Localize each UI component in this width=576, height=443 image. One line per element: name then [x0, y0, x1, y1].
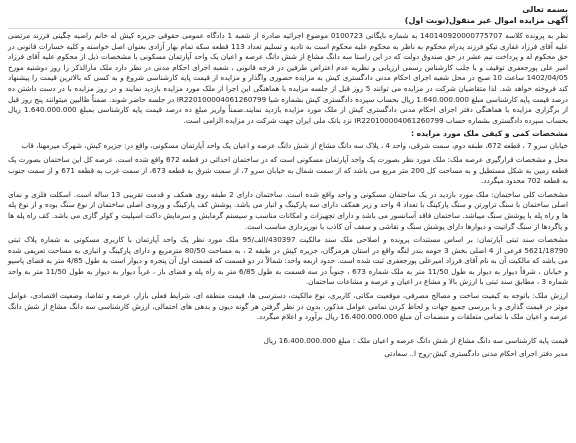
deed-paragraph: مشخصات سند ثبتی آپارتمان: بر اساس مستندات پرونده و اصلاحی ملک سند مالکیت 430397/الف/95 ملک مورد نظر یک واحد آپارتمان با کاربری مسکونی به شماره پلاک ثبتی 5621/18790 فرعی از 4 اصلی بخش 3 حومه بندر لنگه واقع در استان هرمزگان، جزیره کیش در طبقه 2 ، به مساحت 80/50 مترمربع و دارای پارکینگ و انباری به مساحت تعریفی شده می باشد که مالکیت آن به نام آقای فرزاد امیرعلی پورجعفری ثبت شده است. حدود اربعه واحد: شمالاً در دو قسمت که قسمت اول آن پنجره و دیوار است به طول 4/85 متر به فضای پاسیو و خیابان ، شرقاً دیوار به دیوار به طول 11/50 متر به ملک شماره 673 ، جنوباً در سه قسمت به طول 6/85 متر به راه پله و فضای باز ، غرباً دیوار به دیوار به طول 11/50 متر به واحد شماره 3 ، مطابق سند ثبتی با ارزش بالا و مشاع در اعیان و عرصه و مشاعات ساختمان.	[8, 235, 568, 287]
notice-header	[8, 4, 568, 26]
header-basmala: بسمه تعالی	[522, 5, 568, 14]
address-paragraph: خیابان سرو 7 ، قطعه 672، طبقه دوم، سمت شرقی، واحد 4 ، پلاک سه دانگ مشاع از شش دانگ عرصه و اعیان یک واحد آپارتمان مسکونی، واقع در: جزیره کیش، شهرک میرمهنا، قاب	[21, 141, 568, 151]
valuation-paragraph: ارزش ملک: باتوجه به کیفیت ساخت و مصالح مصرفی، موقعیت مکانی، کاربری، نوع مالکیت، دسترسی ها، قیمت منطقه ای، شرایط فعلی بازار، عرضه و تقاضا، وضعیت اقتصادی، عوامل موثر در قیمت گذاری و با بررسی جمیع جهات و لحاظ کردن تمامی عوامل مذکور، بدون در نظر گرفتن هر گونه دیون و بدهی های احتمالی، ارزش کارشناسی سه دانگ مشاع از شش دانگ عرصه و اعیان ملک با تمامی متعلقات و منضمات آن مبلغ 16.400.000.000 ریال برآورد و اعلام میگردد.	[8, 291, 568, 322]
header-divider	[8, 28, 568, 29]
building-paragraph: مشخصات کلی ساختمان: ملک مورد بازدید در یک ساختمان مسکونی و واحد واقع شده است. ساختمان دارای 2 طبقه روی همکف و قدمت تقریبی 13 ساله است. اسکلت فلزی و نمای اصلی ساختمان با سنگ تراورتن و سنگ پارکینگ با تعداد 4 واحد و زیر همکف دارای سه پارکینگ و انبار می باشد. پوشش کف پارکینگ و ورودی اصلی ساختمان از نوع سنگ بوده و از نوع پله ها و راه پله با پوشش سنگ میباشد. ساختمان فاقد آسانسور می باشد و دارای تجهیزات و امکانات مناسب و سیستم گرمایش و سرمایش داکت اسپلیت و کولر گازی می باشد. کف راه پله ها و پاگردها از سنگ گرانیت و دیوارها دارای پوشش سنگ و نقاشی و سقف آن کاذب با نورپردازی مناسب است.	[8, 189, 568, 231]
spacer	[8, 326, 568, 336]
land-paragraph: محل و مشخصات قرارگیری عرصه ملک: ملک مورد نظر بصورت یک واحد آپارتمان مسکونی است که در ساختمان احداثی در قطعه 672 واقع شده است. عرصه کل این ساختمان بصورت یک قطعه زمین به شکل مستطیل و به مساحت کل 200 متر مربع می باشد که از سمت شمال به خیابان سرو 7، از سمت شرق به قطعه 673، از سمت غرب به قطعه 671 و از سمت جنوب به قطعه 702 محدود میگردد.	[8, 154, 569, 186]
case-paragraph: نظر به پرونده کلاسه 140140920000775707 به شماره بایگانی 0100723 موضوع اجرائیه صادره از شعبه 1 دادگاه عمومی حقوقی جزیره کیش له خانم راضیه چگینی فرزند مرتضی علیه آقای فرزاد غفاری نیکو فرزند پدرام محکوم به ناظر به محکوم علیه محکوم است به تادیه و تسلیم تعداد 113 قطعه سکه تمام بهار آزادی بعنوان اصل خواسته و کلیه خسارات قانونی در حق محکوم له و پرداخت نیم عشر در حق صندوق دولت که در این راستا سه دانگ مشاع از شش دانگ عرصه و اعیان یک واحد آپارتمان مسکونی با مشخصات ذیل از محکوم علیه آقای فرزاد امیر علی پورجعفری توقیف و با جلب کارشناس رسمی ارزیابی و نظریه عدم اعتراض طرفین در فرجه قانونی ، شعبه اجرای احکام مدنی در نظر دارد ملک مارالذکر را روز دوشنبه مورخ 1402/04/05 ساعت 10 صبح در محل شعبه اجرای احکام مدنی دادگستری کیش به مزایده حضوری واگذار و مزایده از قیمت پایه کارشناسی شروع و به کسی که بالاترین قیمت را پیشنهاد کند فروخته خواهد شد. لذا متقاضیان شرکت در مزایده می توانند 5 روز قبل از جلسه مزایده با هماهنگی این اجرا از ملک مورد مزایده بازدید نمایند و در روز مزایده با در دست داشتن ده درصد قیمت پایه کارشناسی مبلغ 1.640.000.000 ریال بحساب سپرده دادگستری کیش بشماره شبا IR220100004061260799 در جلسه حاضر شوند. ضمناً طالبین میتوانند پنج روز قبل از برگزاری مزایده با هماهنگی دفتر اجرای احکام مدنی دادگستری کیش از ملک مورد مزایده بازدید نمایند.ضمناً واریز مبلغ ده درصد قیمت پایه کارشناسی بمبلغ 1.640.000.000 ریال بحساب سپرده دادگستری بشماره حساب IR220100004061260799 نزد بانک ملی ایران جهت شرکت در مزایده الزامی است.	[8, 31, 569, 125]
property-specs-heading: مشخصات کمی و کیفی ملک مورد مزایده :	[410, 129, 568, 139]
notice-title: آگهی مزایده اموال غیر منقول(نوبت اول)	[404, 16, 568, 25]
base-price-line: قیمت پایه کارشناسی سه دانگ مشاع از شش دانگ عرصه و اعیان ملک : مبلغ 16.400.000.000 ریال	[263, 335, 568, 345]
signature-line: مدیر دفتر اجرای احکام مدنی دادگستری کیش-روح ا.. سعادتی	[384, 349, 568, 359]
